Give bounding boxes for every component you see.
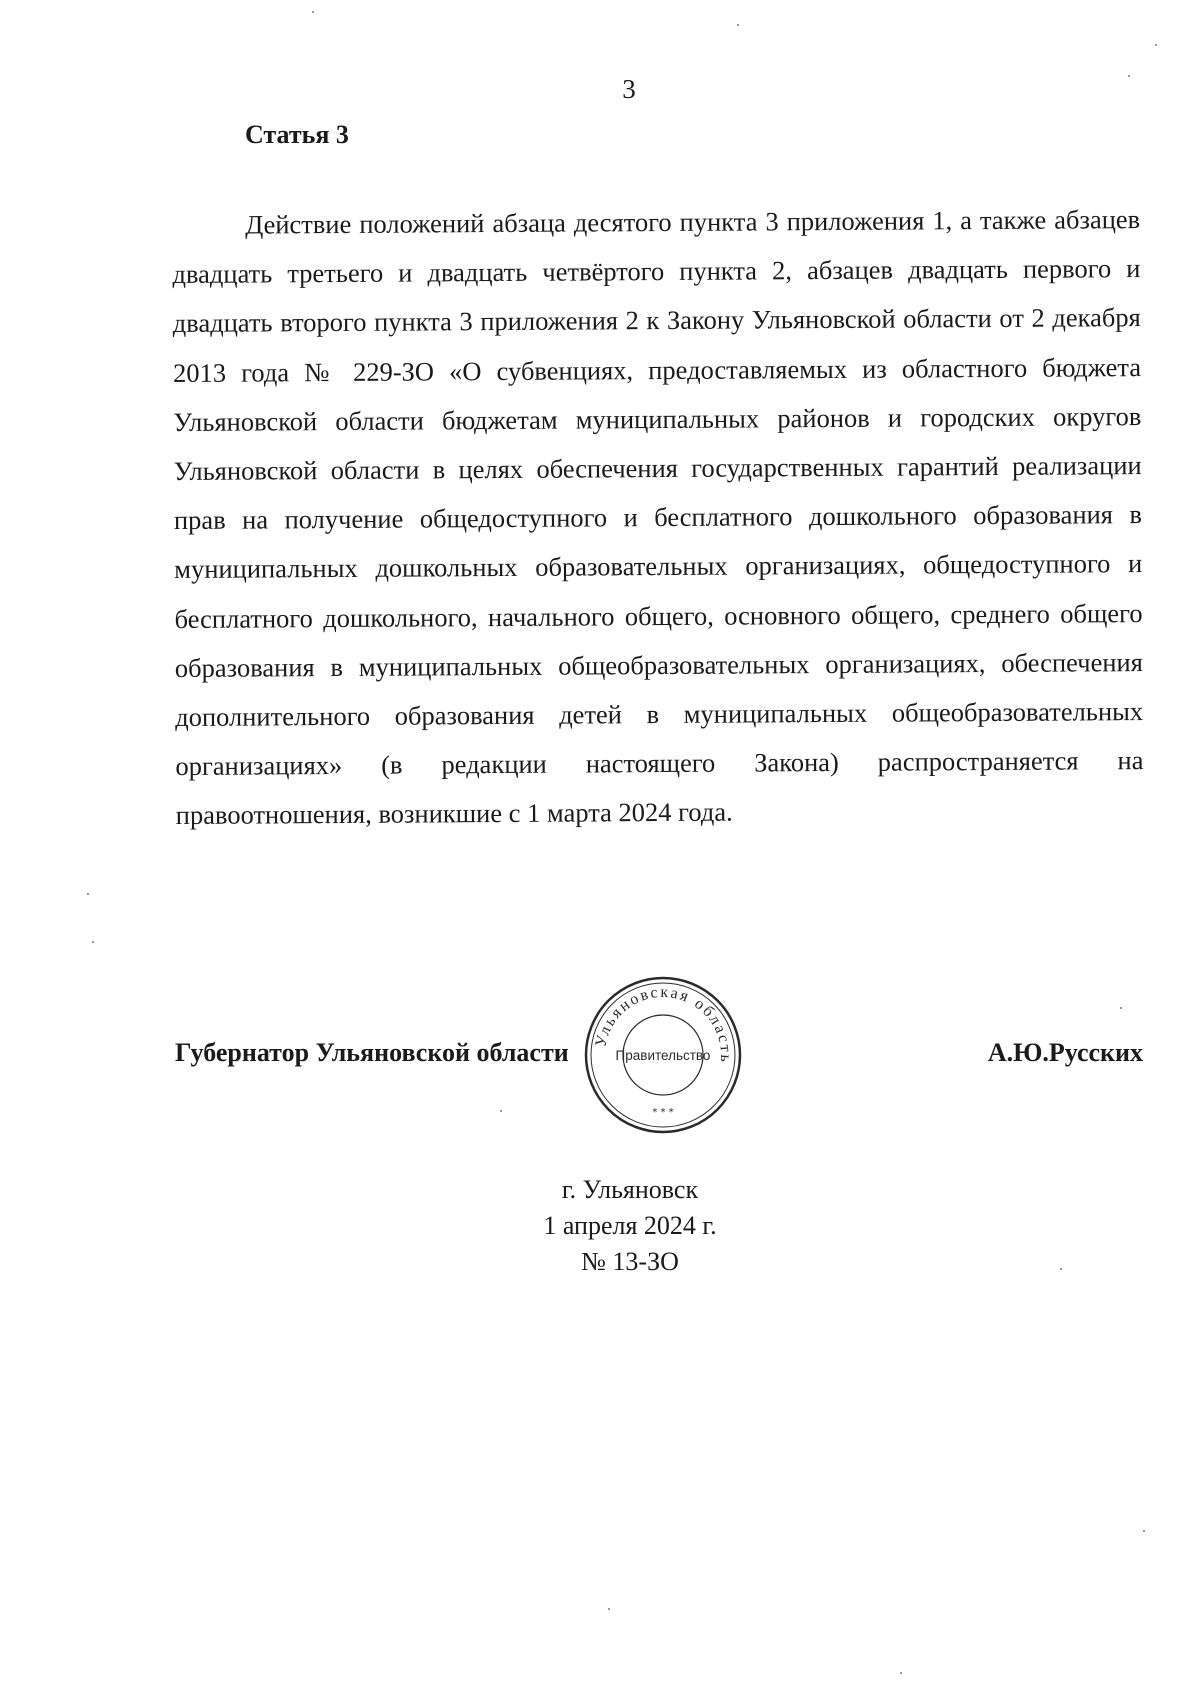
seal-outer-text: Ульяновская область: [592, 983, 735, 1065]
scan-speck: [87, 893, 89, 895]
seal-graphic: [583, 975, 743, 1135]
scan-speck: [312, 11, 314, 13]
signing-date: 1 апреля 2024 г.: [543, 1211, 717, 1240]
scan-speck: [608, 1608, 610, 1610]
official-seal: [583, 975, 743, 1135]
article-title: Статья 3: [245, 120, 349, 149]
city: г. Ульяновск: [561, 1175, 699, 1204]
scan-speck: [92, 941, 94, 943]
scan-speck: [1143, 1530, 1145, 1532]
scan-speck: [737, 24, 739, 26]
scan-speck: [900, 1672, 902, 1674]
scan-speck: [500, 1110, 502, 1112]
scan-speck: [1155, 44, 1157, 46]
scan-speck: [1060, 1268, 1062, 1270]
seal-center-text: Правительство: [615, 1048, 711, 1063]
seal-star-icon: * * *: [652, 1107, 674, 1118]
place-date-block: [0, 1172, 1200, 1280]
signatory-position: Губернатор Ульяновской области: [175, 1038, 569, 1067]
scan-speck: [1120, 1007, 1122, 1009]
article-body: Действие положений абзаца десятого пункта 3 приложения 1, а также абзацев двадцать третьего и двадцать четвёртого пункта 2, абзацев двадцать первого и двадцать второго пункта 3 приложения 2 к Закону Ульяновской области от 2 декабря 2013 года № 229-ЗО «О субвенциях, предоставляемых из областного бюджета Ульяновской области бюджетам муниципальных районов и городских округов Ульяновской области в целях обеспечения государственных гарантий реализации прав на получение общедоступного и бесплатного дошкольного образования в муниципальных дошкольных образовательных организациях, общедоступного и бесплатного дошкольного, начального общего, основного общего, среднего общего образования в муниципальных общеобразовательных организациях, обеспечения дополнительного образования детей в муниципальных общеобразовательных организациях» (в редакции настоящего Закона) распространяется на правоотношения, возникшие с 1 марта 2024 года.: [172, 204, 1144, 831]
signatory-name: А.Ю.Русских: [987, 1038, 1143, 1067]
page-number: 3: [622, 74, 636, 104]
scan-speck: [1128, 75, 1130, 77]
law-number: № 13-ЗО: [581, 1247, 679, 1276]
